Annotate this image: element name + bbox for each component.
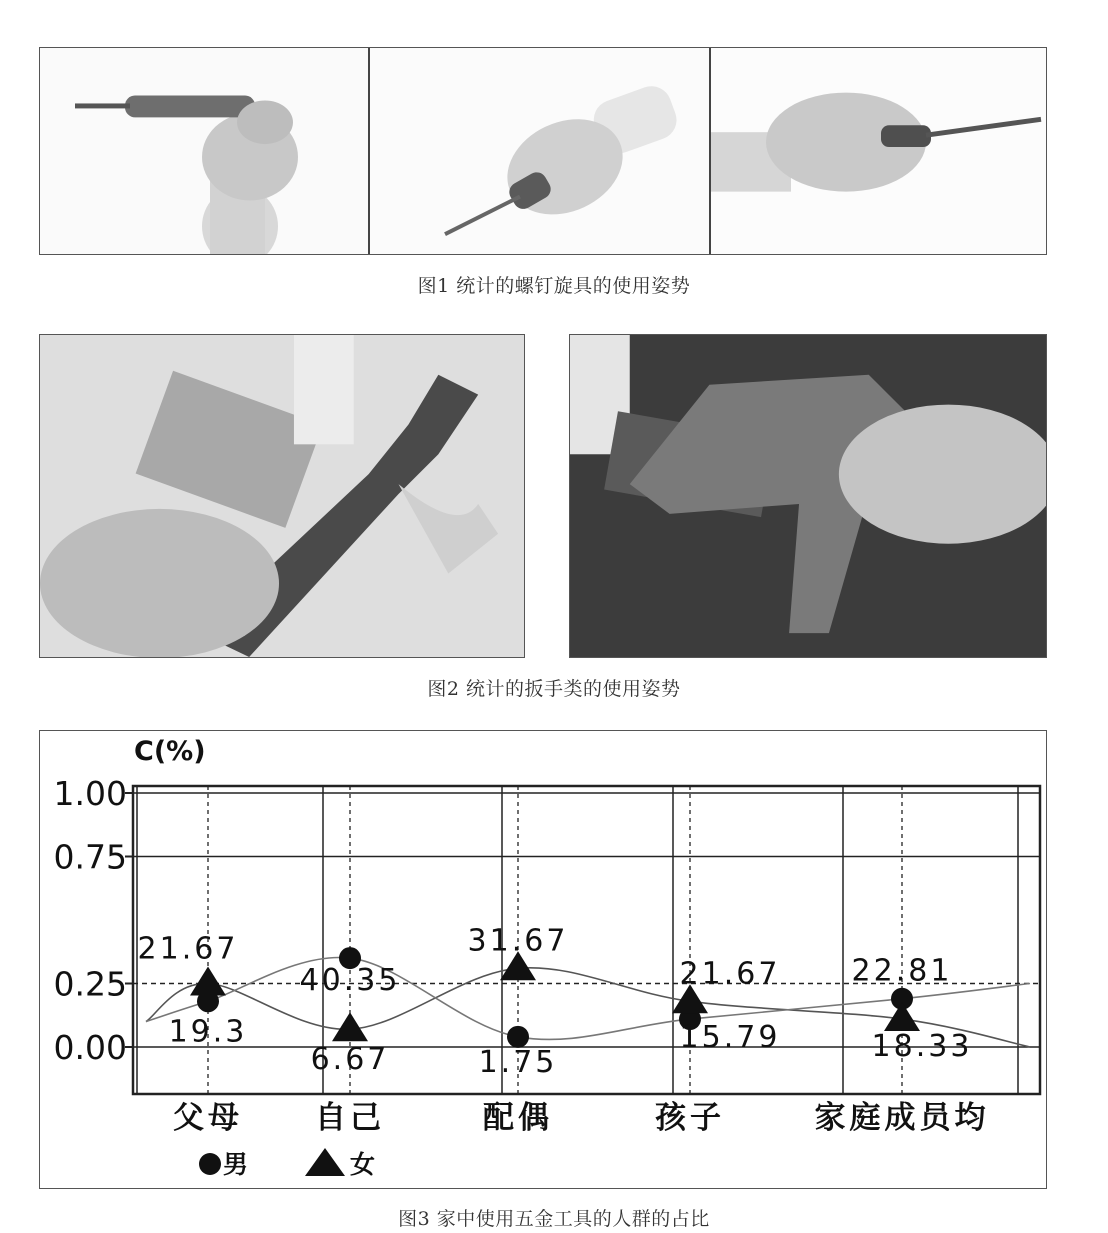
- figure1-photo-panel: [39, 47, 1047, 255]
- male-data-label: 15.79: [679, 1020, 781, 1056]
- figure3-chart-panel: [39, 730, 1047, 1189]
- y-tick-label: 0.25: [53, 964, 127, 1004]
- category-label: 自己: [315, 1100, 385, 1136]
- figure2-photo-panel: [39, 334, 1047, 658]
- female-data-label: 6.67: [310, 1042, 390, 1078]
- legend-female-marker: [305, 1148, 345, 1176]
- legend-male-label: 男: [223, 1150, 249, 1179]
- female-point: [190, 967, 226, 996]
- y-axis-label: C(%): [134, 736, 206, 767]
- female-data-label: 21.67: [679, 956, 781, 992]
- y-tick-label: 0.75: [53, 837, 127, 877]
- female-point: [884, 1002, 920, 1031]
- figure2-photo-2: [569, 334, 1047, 658]
- legend-male-marker: [199, 1153, 221, 1175]
- male-data-label: 1.75: [478, 1044, 558, 1080]
- figure2-caption: 图2 统计的扳手类的使用姿势: [427, 678, 681, 700]
- male-data-label: 19.3: [168, 1014, 248, 1050]
- male-data-label: 22.81: [851, 953, 953, 989]
- category-label: 父母: [173, 1100, 243, 1136]
- figure2-photo-1: [39, 334, 525, 658]
- legend-female-label: 女: [350, 1150, 376, 1179]
- category-label: 配偶: [483, 1100, 553, 1136]
- figure3-caption: 图3 家中使用五金工具的人群的占比: [398, 1208, 710, 1230]
- female-point: [332, 1012, 368, 1041]
- y-tick-label: 0.00: [53, 1028, 127, 1067]
- figure1-photo-3: [711, 48, 1047, 254]
- female-data-label: 18.33: [871, 1029, 973, 1065]
- male-data-label: 40.35: [299, 963, 401, 999]
- female-data-label: 21.67: [137, 931, 239, 967]
- figure3-chart: [40, 731, 1047, 1189]
- figure1-caption: 图1 统计的螺钉旋具的使用姿势: [417, 275, 691, 297]
- figure1-photo-1: [40, 48, 368, 254]
- category-label: 孩子: [655, 1100, 725, 1136]
- category-label: 家庭成员均: [814, 1100, 990, 1136]
- figure1-photo-2: [370, 48, 709, 254]
- y-tick-label: 1.00: [53, 774, 127, 813]
- female-data-label: 31.67: [467, 923, 569, 959]
